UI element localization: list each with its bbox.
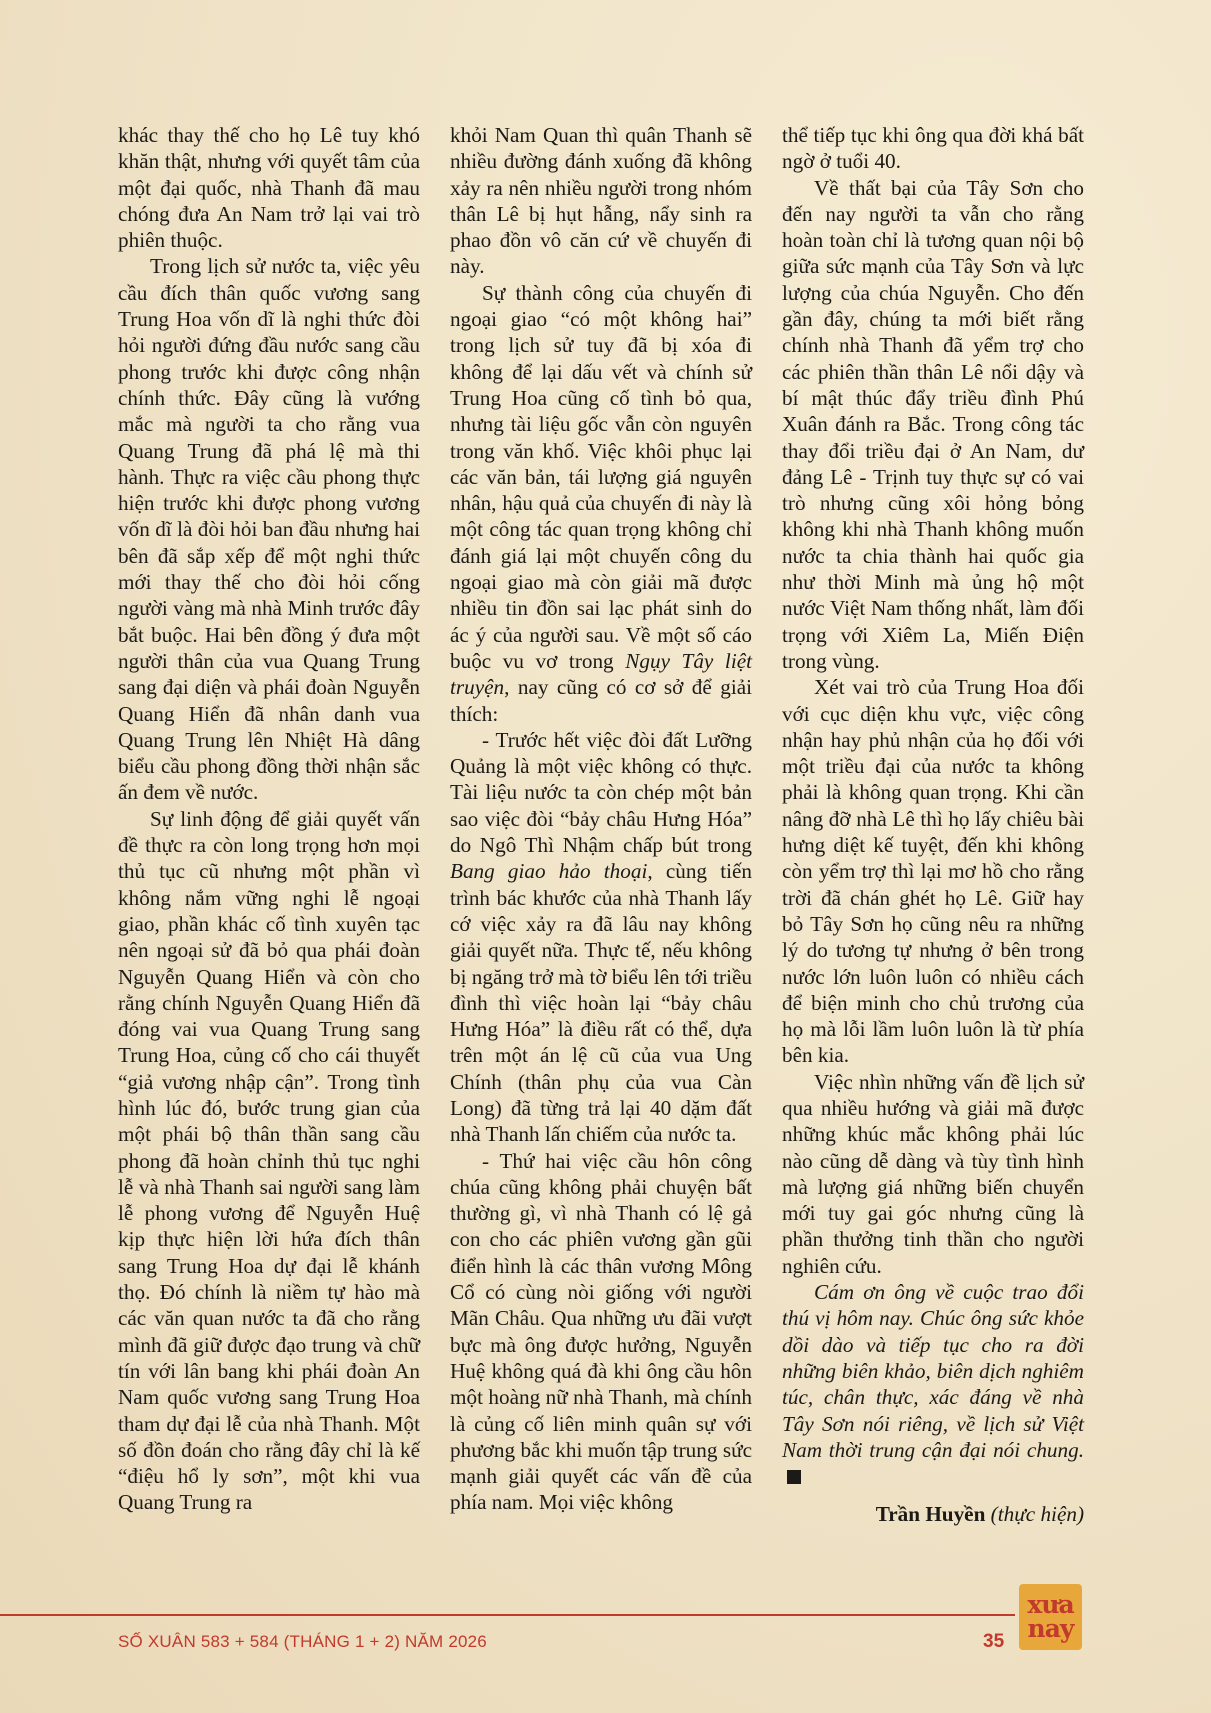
book-title: Bang giao hảo thoại (450, 859, 648, 884)
magazine-logo (1019, 1584, 1082, 1650)
paragraph: Sự linh động để giải quyết vấn đề thực ra còn long trọng hơn mọi thủ tục cũ nhưng một phần vì không nắm vững nghi lễ ngoại giao, phần khác cố tình xuyên tạc nên ngoại sử đã bỏ qua phái đoàn Nguyễn Quang Hiển và còn cho rằng chính Nguyễn Quang Hiển đã đóng vai vua Quang Trung sang Trung Hoa, củng cố cho cái thuyết “giả vương nhập cận”. Trong tình hình lúc đó, bước trung gian của một phái bộ thân thần sang cầu phong đã hoàn chỉnh thủ tục nghi lễ và nhà Thanh sai người sang làm lễ phong vương để Nguyễn Huệ kịp thực hiện lời hứa đích thân sang Trung Hoa dự đại lễ khánh thọ. Đó chính là niềm tự hào mà các văn quan nước ta đã cho rằng mình đã giữ được đạo trung và chữ tín với lân bang khi phái đoàn An Nam quốc vương sang Trung Hoa tham dự đại lễ của nhà Thanh. Một số đồn đoán cho rằng đây chỉ là kế “điệu hổ ly sơn”, một khi vua Quang Trung ra (118, 806, 420, 1515)
paragraph: khỏi Nam Quan thì quân Thanh sẽ nhiều đường đánh xuống đã không xảy ra nên nhiều người trong nhóm thân Lê bị hụt hẫng, nẩy sinh ra phao đồn vô căn cứ về chuyến đi này. (450, 123, 752, 279)
paragraph (450, 280, 752, 727)
column-3 (782, 122, 1084, 1572)
paragraph-text: - Trước hết việc đòi đất Lưỡng Quảng là một việc không có thực. Tài liệu nước ta còn chép một bản sao việc đòi “bảy châu Hưng Hóa” do Ngô Thì Nhậm chấp bút trong (450, 727, 752, 858)
footer-divider (0, 1614, 1015, 1616)
paragraph: thể tiếp tục khi ông qua đời khá bất ngờ ở tuổi 40. (782, 123, 1084, 174)
paragraph: khác thay thế cho họ Lê tuy khó khăn thật, nhưng với quyết tâm của một đại quốc, nhà Thanh đã mau chóng đưa An Nam trở lại vai trò phiên thuộc. (118, 123, 420, 253)
paragraph: Về thất bại của Tây Sơn cho đến nay người ta vẫn cho rằng hoàn toàn chỉ là tương quan nội bộ giữa sức mạnh của Tây Sơn và lực lượng của chúa Nguyễn. Cho đến gần đây, chúng ta mới biết rằng chính nhà Thanh đã yểm trợ cho các phiên thần thân Lê nổi dậy và bí mật thúc đẩy triều đình Phú Xuân đánh ra Bắc. Trong công tác thay đổi triều đại ở An Nam, dư đảng Lê - Trịnh tuy thực sự có vai trò nhưng cũng xôi hỏng bỏng không khi nhà Thanh không muốn nước ta chia thành hai quốc gia như thời Minh mà ủng hộ một nước Việt Nam thống nhất, làm đối trọng với Xiêm La, Miến Điện trong vùng. (782, 175, 1084, 673)
book-title: Ngụy Tây liệt truyện (450, 648, 752, 700)
paragraph-text: , cùng tiến trình bác khước của nhà Thanh lấy cớ việc xảy ra đã lâu nay không giải quyết nữa. Thực tế, nếu không bị ngăng trở mà tờ biểu lên tới triều đình thì việc hoàn lại “bảy châu Hưng Hóa” là điều rất có thể, dựa trên một án lệ cũ của vua Ung Chính (thân phụ của vua Càn Long) đã từng trả lại 40 dặm đất nhà Thanh lấn chiếm của nước ta. (450, 859, 752, 1147)
paragraph-text: Sự thành công của chuyến đi ngoại giao “có một không hai” trong lịch sử tuy đã bị xóa đi không để lại dấu vết và chính sử Trung Hoa cũng cố tình bỏ qua, nhưng tài liệu gốc vẫn còn nguyên trong văn khố. Việc khôi phục lại các văn bản, tái lượng giá nguyên nhân, hậu quả của chuyến đi này là một công tác quan trọng không chỉ đánh giá lại một chuyến công du ngoại giao mà còn giải mã được nhiều tin đồn sai lạc phát sinh do ác ý của người sau. Về một số cáo buộc vu vơ trong (450, 280, 752, 673)
logo-text-bottom: nay (1027, 1614, 1074, 1643)
paragraph-text: , nay cũng có cơ sở để giải thích: (450, 675, 752, 726)
column-1 (118, 122, 420, 1572)
closing-text: Cám ơn ông về cuộc trao đổi thú vị hôm nay. Chúc ông sức khỏe dồi dào và tiếp tục cho ra đời những biên khảo, biên dịch nghiêm túc, chân thực, xác đáng về nhà Tây Sơn nói riêng, về lịch sử Việt Nam thời trung cận đại nói chung. (782, 1280, 1084, 1462)
paragraph (450, 727, 752, 1148)
paragraph: - Thứ hai việc cầu hôn công chúa cũng không phải chuyện bất thường gì, vì nhà Thanh có lệ gả con cho các phiên vương gần gũi điển hình là các thân vương Mông Cổ có cùng nòi giống với người Mãn Châu. Qua những ưu đãi vượt bực mà ông được hưởng, Nguyễn Huệ không quá đà khi ông cầu hôn một hoàng nữ nhà Thanh, mà chính là củng cố liên minh quân sự với phương bắc khi muốn tập trung sức mạnh giải quyết các vấn đề của phía nam. Mọi việc không (450, 1148, 752, 1515)
issue-label: SỐ XUÂN 583 + 584 (THÁNG 1 + 2) NĂM 2026 (118, 1632, 487, 1651)
author-name: Trần Huyền (875, 1502, 986, 1527)
byline (782, 1501, 1084, 1527)
column-2 (450, 122, 752, 1572)
paragraph: Xét vai trò của Trung Hoa đối với cục diện khu vực, việc công nhận hay phủ nhận của họ đối với một triều đại của nước ta không phải là không quan trọng. Khi cần nâng đỡ nhà Lê thì họ lấy chiêu bài hưng diệt kế tuyệt, đến khi không còn yểm trợ thì lại mơ hồ cho rằng trời đã chán ghét họ Lê. Giữ hay bỏ Tây Sơn họ cũng nêu ra những lý do tương tự nhưng ở bên trong nước lớn luôn luôn có nhiều cách để biện minh cho chủ trương của họ mà lỗi lầm luôn luôn là từ phía bên kia. (782, 675, 1084, 1068)
author-role: (thực hiện) (990, 1502, 1084, 1527)
article-body (118, 122, 1084, 1572)
logo-text-top: xưa (1027, 1590, 1074, 1620)
closing-remark (782, 1279, 1084, 1489)
end-mark-icon (787, 1470, 801, 1484)
paragraph: Trong lịch sử nước ta, việc yêu cầu đích thân quốc vương sang Trung Hoa vốn dĩ là nghi thức đòi hỏi người đứng đầu nước sang cầu phong trước khi được công nhận chính thức. Đây cũng là vướng mắc mà người ta cho rằng vua Quang Trung đã phá lệ mà thi hành. Thực ra việc cầu phong thực hiện trước khi được phong vương vốn dĩ là đòi hỏi ban đầu nhưng hai bên đã sắp xếp để một nghi thức mới thay thế cho đòi hỏi cống người vàng mà nhà Minh trước đây bắt buộc. Hai bên đồng ý đưa một người thân của vua Quang Trung sang đại diện và phái đoàn Nguyễn Quang Hiển đã nhân danh vua Quang Trung lên Nhiệt Hà dâng biểu cầu phong đồng thời nhận sắc ấn đem về nước. (118, 254, 420, 805)
page-number: 35 (983, 1631, 1005, 1652)
paragraph: Việc nhìn những vấn đề lịch sử qua nhiều hướng và giải mã được những khúc mắc không phải lúc nào cũng dễ dàng và tùy tình hình mà lượng giá những biến chuyển mới tuy gai góc nhưng cũng là phần thưởng tinh thần cho người nghiên cứu. (782, 1069, 1084, 1278)
